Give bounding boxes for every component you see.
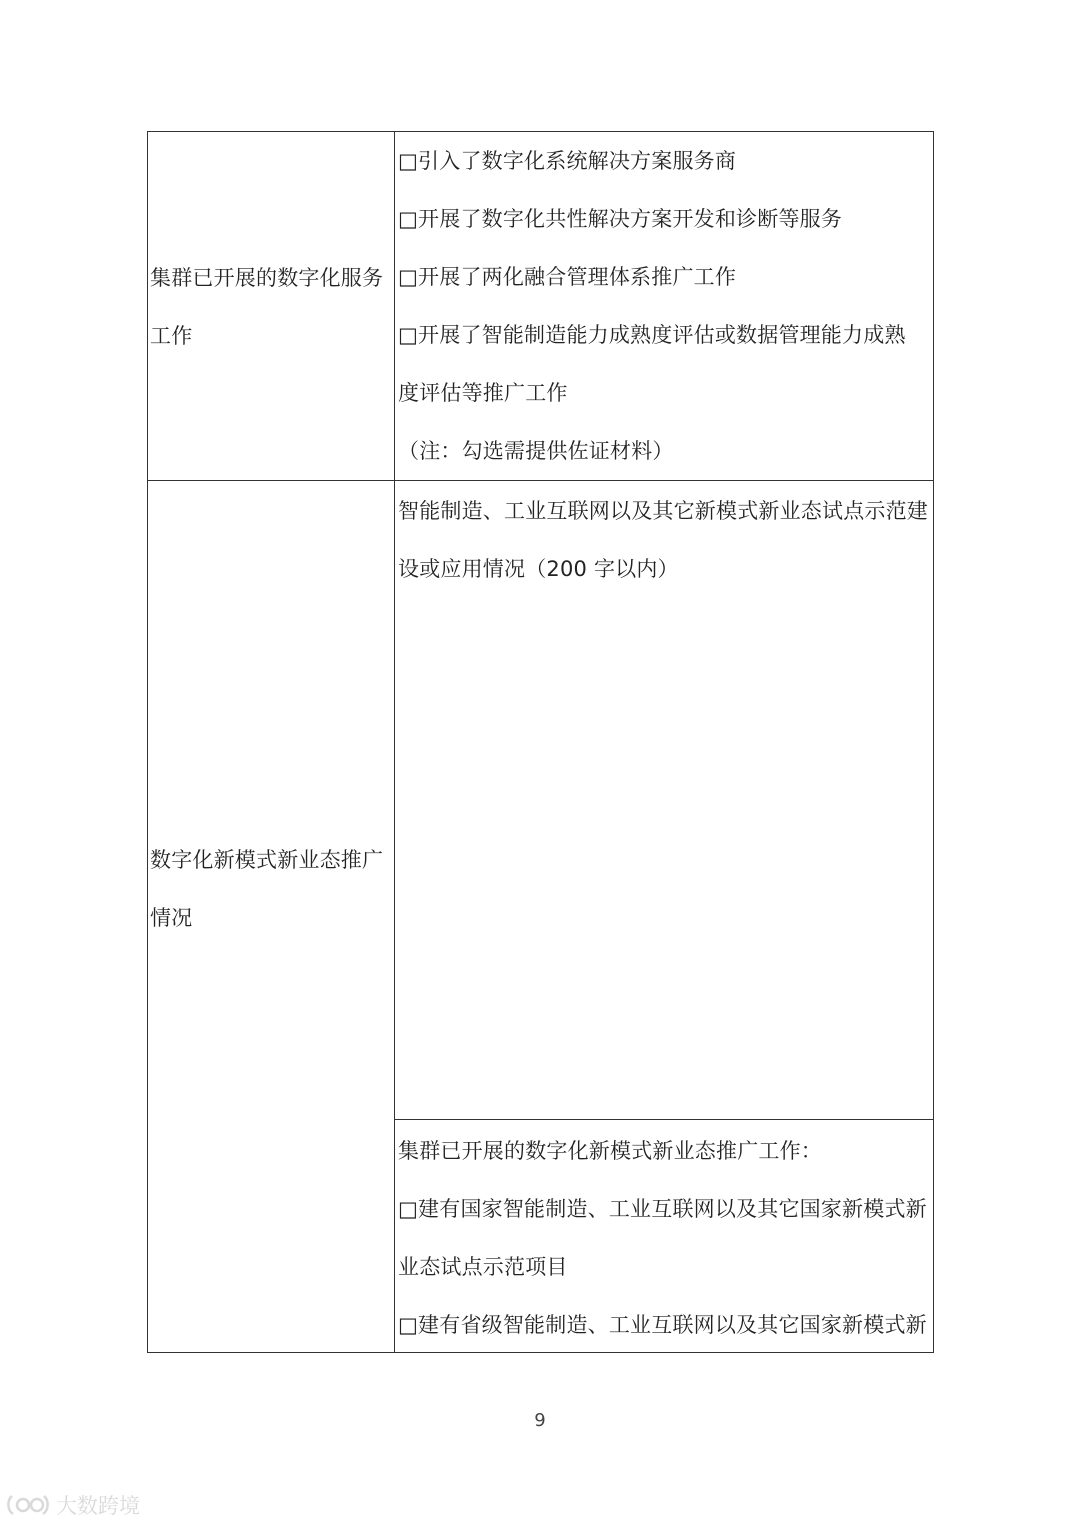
row1-label: 集群已开展的数字化服务工作 <box>150 266 384 348</box>
checkbox-item[interactable]: □引入了数字化系统解决方案服务商 <box>398 149 737 173</box>
checkbox-item[interactable]: □开展了数字化共性解决方案开发和诊断等服务 <box>398 207 843 231</box>
note-text: （注：勾选需提供佐证材料） <box>398 439 674 463</box>
table-row-divider <box>148 480 933 481</box>
table-column-divider <box>394 132 395 1352</box>
row2-label: 数字化新模式新业态推广情况 <box>150 848 384 930</box>
checkbox-item-continuation: 度评估等推广工作 <box>398 381 568 405</box>
table-subrow-divider <box>394 1119 933 1120</box>
prompt-text: 设或应用情况（200 字以内） <box>398 557 679 581</box>
checkbox-item[interactable]: □开展了智能制造能力成熟度评估或数据管理能力成熟 <box>398 323 906 347</box>
answer-area[interactable] <box>396 602 933 1117</box>
checkbox-item[interactable]: □开展了两化融合管理体系推广工作 <box>398 265 737 289</box>
page-number: 9 <box>534 1410 546 1431</box>
form-table <box>147 131 934 1353</box>
logo-icon <box>6 1492 50 1518</box>
checkbox-item[interactable]: □建有省级智能制造、工业互联网以及其它国家新模式新 <box>398 1313 927 1337</box>
watermark-text: 大数跨境 <box>56 1494 140 1518</box>
checkbox-item[interactable]: □建有国家智能制造、工业互联网以及其它国家新模式新 <box>398 1197 927 1221</box>
checkbox-item-continuation: 业态试点示范项目 <box>398 1255 568 1279</box>
watermark <box>6 1490 140 1520</box>
prompt-text: 智能制造、工业互联网以及其它新模式新业态试点示范建 <box>398 499 928 523</box>
section-heading: 集群已开展的数字化新模式新业态推广工作： <box>398 1139 822 1163</box>
